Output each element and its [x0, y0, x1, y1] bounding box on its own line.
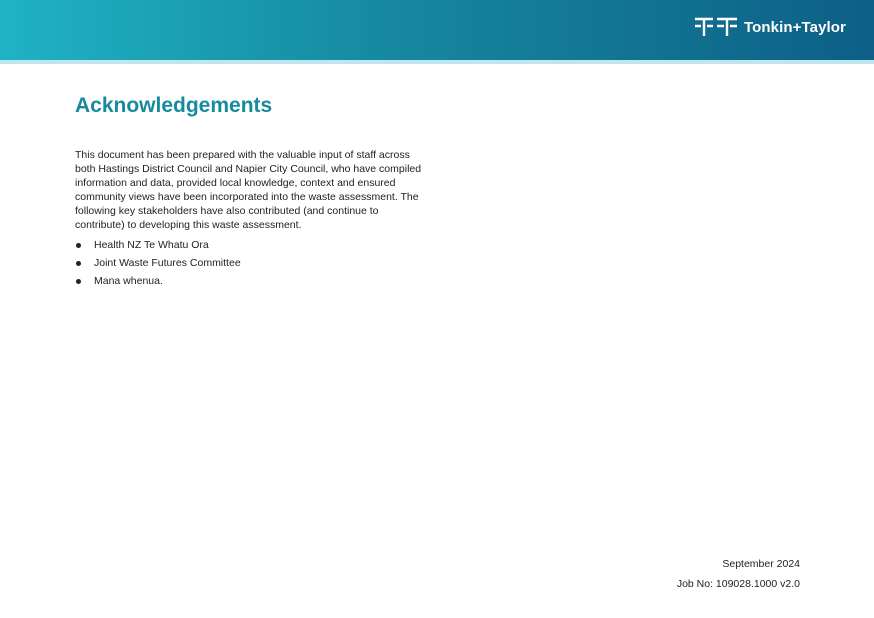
acknowledgement-paragraph: This document has been prepared with the valuable input of staff across both Hastings District Council and Napier City Council, who have compiled information and data, provided local knowledge, context and ensured community views have been incorporated into the waste assessment. The following key stakeholders have also contributed (and continue to contribute) to developing this waste assessment.: [75, 149, 422, 231]
stakeholder-label: Health NZ Te Whatu Ora: [94, 239, 209, 251]
list-item: [75, 256, 415, 274]
page-title: Acknowledgements: [75, 94, 273, 117]
stakeholder-label: Mana whenua.: [94, 275, 163, 287]
stakeholder-label: Joint Waste Futures Committee: [94, 257, 241, 269]
brand-name: Tonkin+Taylor: [743, 18, 846, 36]
brand-logo: [693, 16, 846, 38]
tonkin-taylor-logo-icon: [693, 16, 739, 38]
bullet-icon: [76, 279, 81, 284]
bullet-icon: [76, 261, 81, 266]
bullet-icon: [76, 243, 81, 248]
header-band: [0, 0, 874, 60]
list-item: [75, 238, 415, 256]
header-rule: [0, 60, 874, 64]
list-item: [75, 274, 415, 292]
stakeholder-list: [75, 238, 415, 292]
footer-date: September 2024: [722, 558, 800, 570]
footer-job-number: Job No: 109028.1000 v2.0: [676, 578, 800, 590]
